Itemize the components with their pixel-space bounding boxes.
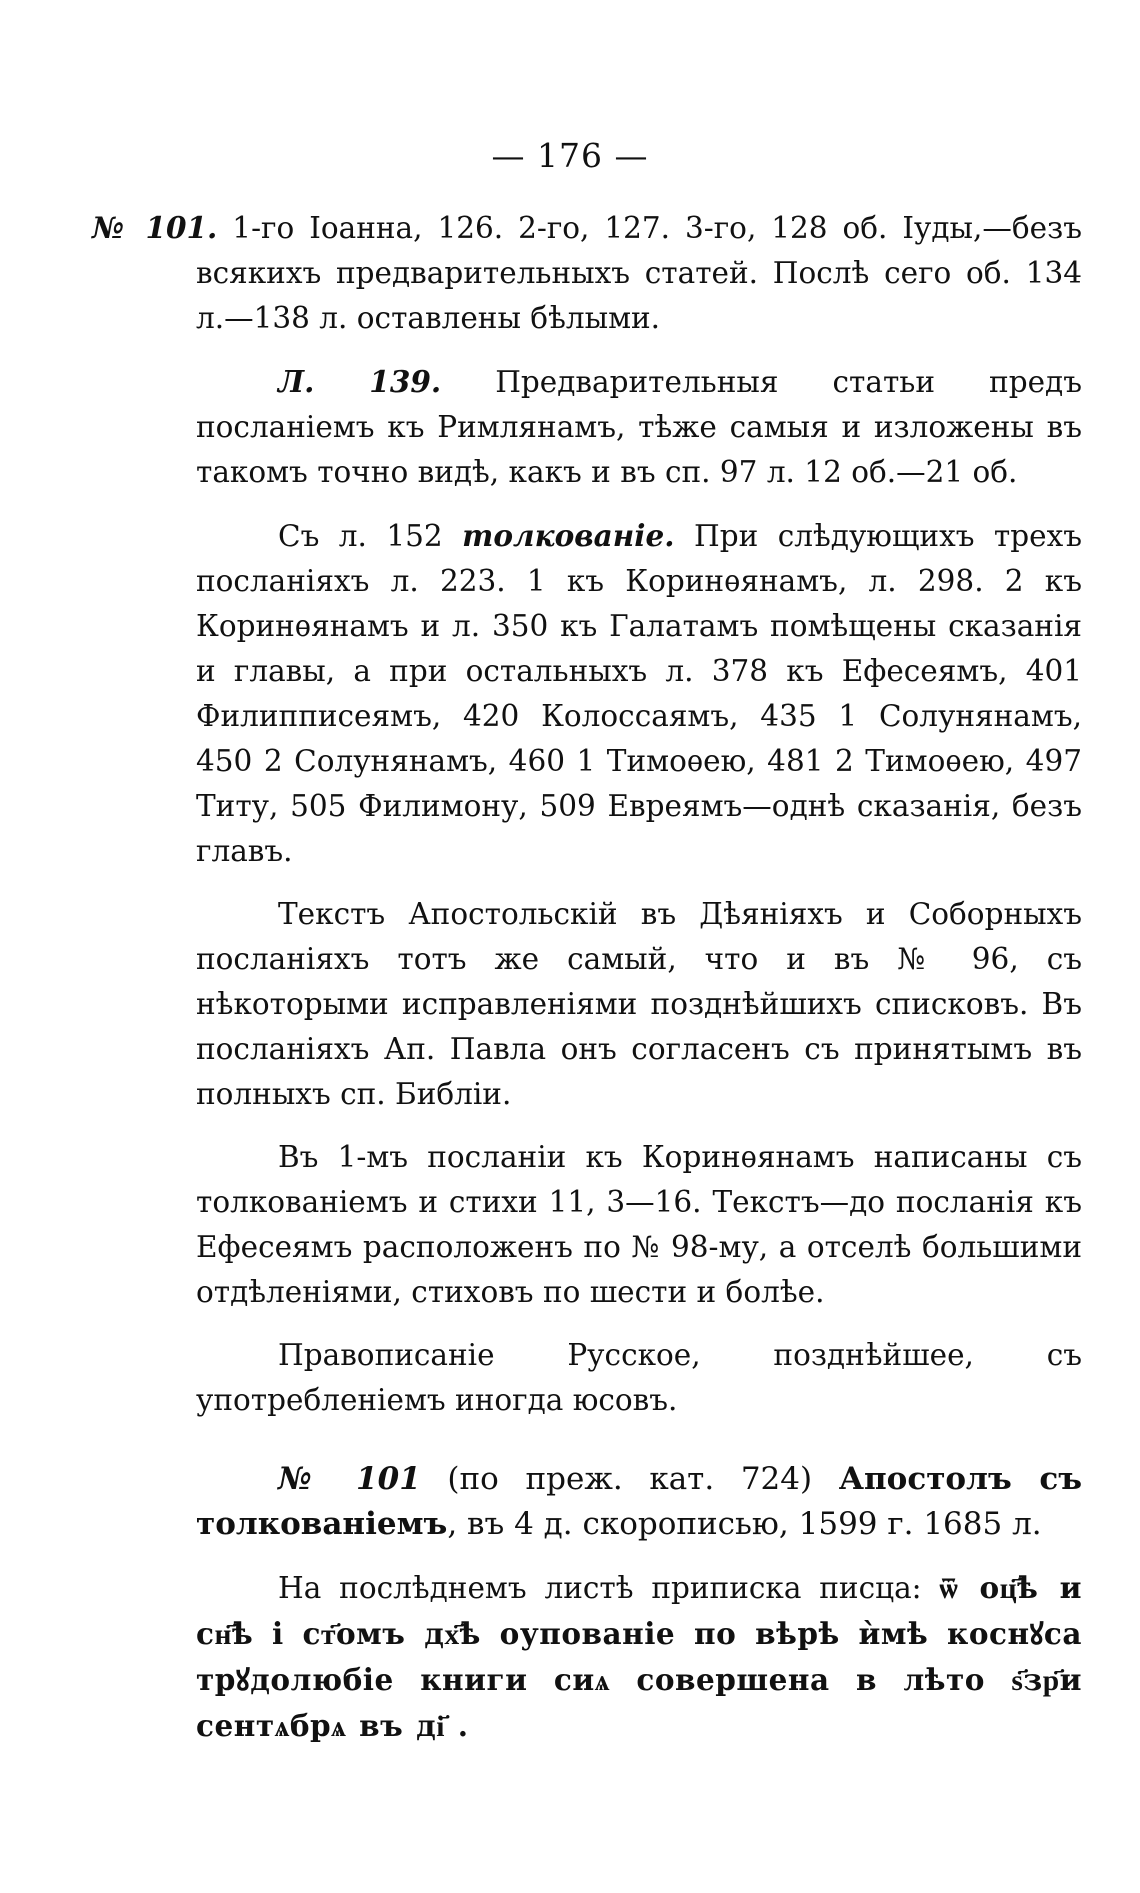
entry-text: 1-го Іоанна, 126. 2-го, 127. 3-го, 128 об. Іуды,—безъ всякихъ предварительныхъ статей. Послѣ сего об. 134 л.—138 л. оставлены бѣлыми. — [196, 211, 1082, 335]
paragraph-text: При слѣдующихъ трехъ посланіяхъ л. 223. 1 къ Коринѳянамъ, л. 298. 2 къ Коринѳянамъ и л. 350 къ Галатамъ помѣщены сказанія и главы, а при остальныхъ л. 378 къ Ефесеямъ, 401 Филипписеямъ, 420 Колоссаямъ, 435 1 Солунянамъ, 450 2 Солунянамъ, 460 1 Тимоѳею, 481 2 Тимоѳею, 497 Титу, 505 Филимону, 509 Евреямъ—однѣ сказанія, безъ главъ. — [196, 519, 1082, 868]
entry-101-heading — [196, 1457, 1082, 1547]
page-number: — 176 — — [491, 136, 649, 175]
note-lead: На послѣднемъ листѣ приписка писца: — [278, 1571, 922, 1605]
emphasis-term: толкованіе. — [462, 518, 675, 553]
entry-101-continued — [92, 205, 1082, 341]
paragraph-corinthians: Въ 1-мъ посланіи къ Коринѳянамъ написаны съ толкованіемъ и стихи 11, 3—16. Текстъ—до посланія къ Ефесеямъ расположенъ по № 98-му, а отселѣ большими отдѣленіями, стиховъ по шести и болѣе. — [196, 1140, 1082, 1309]
entry-title: Апостолъ съ толкованіемъ — [196, 1461, 1082, 1542]
leaf-reference: Съ л. 152 — [278, 519, 443, 553]
entry-number-mark: № 101 — [278, 1461, 421, 1497]
page-body — [92, 205, 1082, 1767]
old-catalog-ref: (по преж. кат. 724) — [447, 1461, 813, 1497]
paragraph-leaf-139 — [196, 359, 1082, 495]
entry-description: , въ 4 д. скорописью, 1599 г. 1685 л. — [447, 1506, 1042, 1542]
paragraph-apostolic-text: Текстъ Апостольскій въ Дѣяніяхъ и Соборныхъ посланіяхъ тотъ же самый, что и въ № 96, съ нѣкоторыми исправленіями позднѣйшихъ списковъ. Въ посланіяхъ Ап. Павла онъ согласенъ съ принятымъ въ полныхъ сп. Библіи. — [196, 897, 1082, 1111]
paragraph-orthography: Правописаніе Русское, позднѣйшее, съ употребленіемъ иногда юсовъ. — [196, 1338, 1082, 1417]
paragraph-text: Предварительныя статьи предъ посланіемъ къ Римлянамъ, тѣже самыя и изложены въ такомъ точно видѣ, какъ и въ сп. 97 л. 12 об.—21 об. — [196, 365, 1082, 489]
leaf-reference: Л. 139. — [278, 364, 442, 399]
paragraph-leaf-152 — [196, 513, 1082, 874]
entry-number-mark: № 101. — [92, 210, 218, 245]
church-slavonic-inscription: ѿ оц҃ѣ и сн҃ѣ і ст҃омъ дх҃ѣ оупованіе по вѣрѣ ѝмѣ коснꙋса трꙋдолюбіе книги сиѧ совершена в лѣто ѕ҃зр҃и сентѧбрѧ въ ді҃ . — [196, 1570, 1082, 1743]
paragraph-scribe-note — [196, 1565, 1082, 1749]
